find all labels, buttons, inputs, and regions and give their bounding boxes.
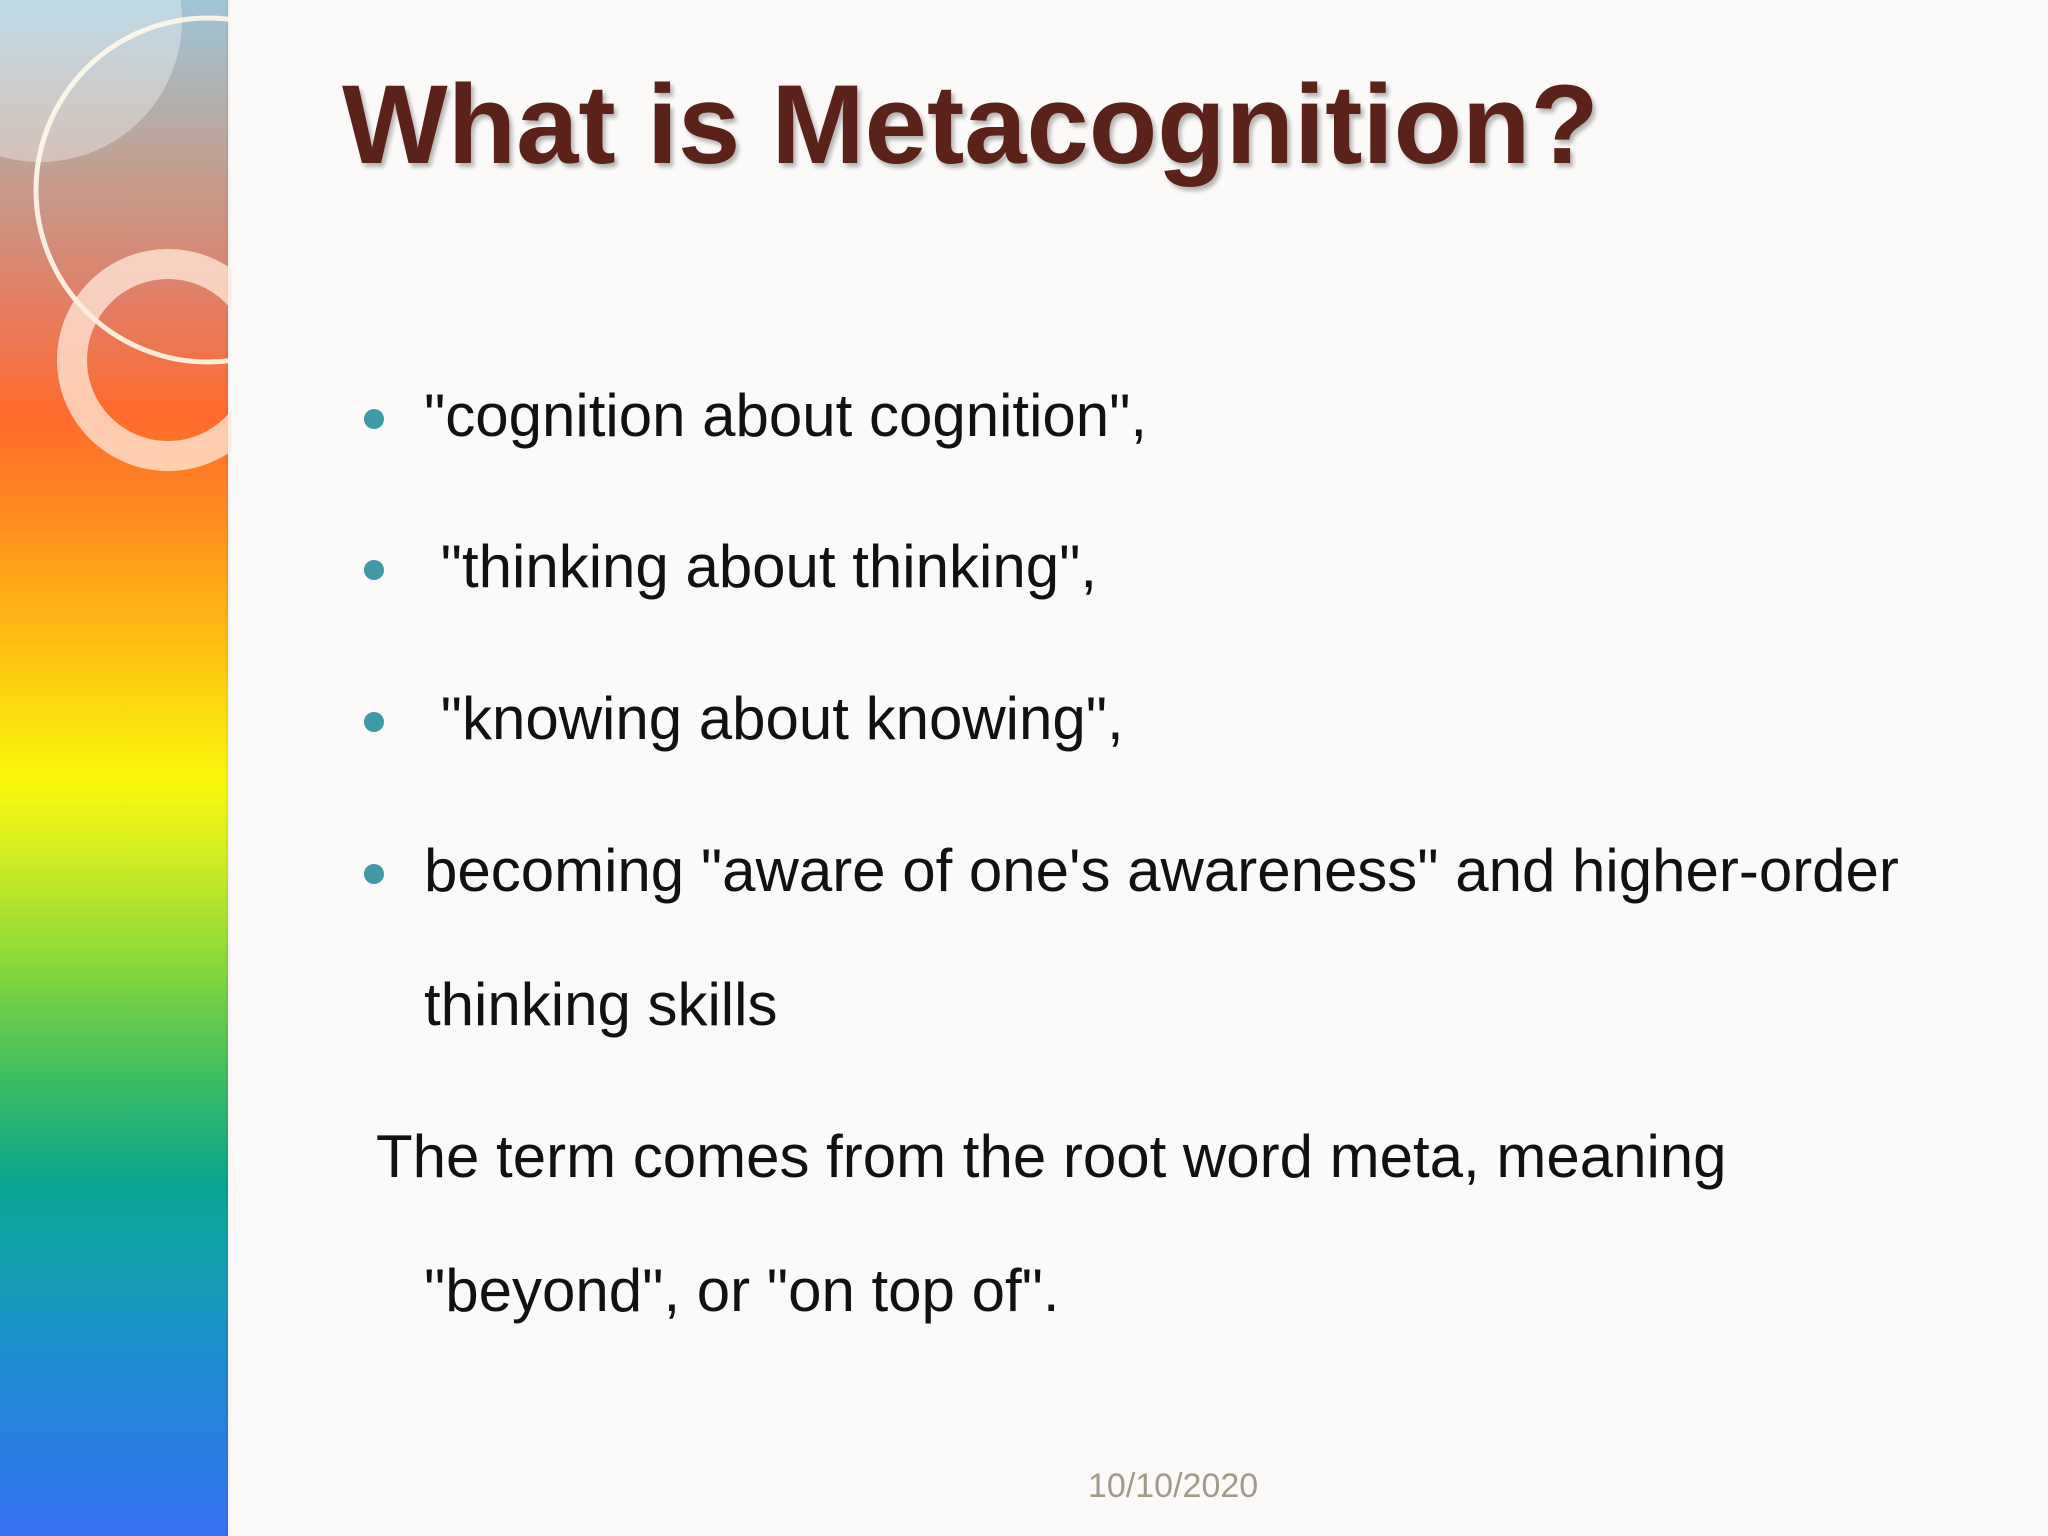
slide-date: 10/10/2020 (1088, 1467, 1259, 1505)
slide-title: What is Metacognition? (342, 62, 1599, 187)
decorative-circles (0, 0, 232, 520)
bullet-text-line-2: thinking skills (424, 971, 778, 1038)
bullet-dot-icon (364, 864, 384, 884)
bullet-dot-icon (364, 409, 384, 429)
bullet-text: "thinking about thinking", (424, 533, 1098, 600)
bullet-text-line-1: becoming "aware of one's awareness" and higher-order (424, 837, 1899, 904)
bullet-text: "cognition about cognition", (424, 382, 1148, 449)
bullet-text: "knowing about knowing", (424, 685, 1124, 752)
paragraph-line-1: The term comes from the root word meta, meaning (376, 1123, 1727, 1190)
paragraph-line-2: "beyond", or "on top of". (424, 1257, 1060, 1324)
bullet-dot-icon (364, 560, 384, 580)
bullet-dot-icon (364, 712, 384, 732)
